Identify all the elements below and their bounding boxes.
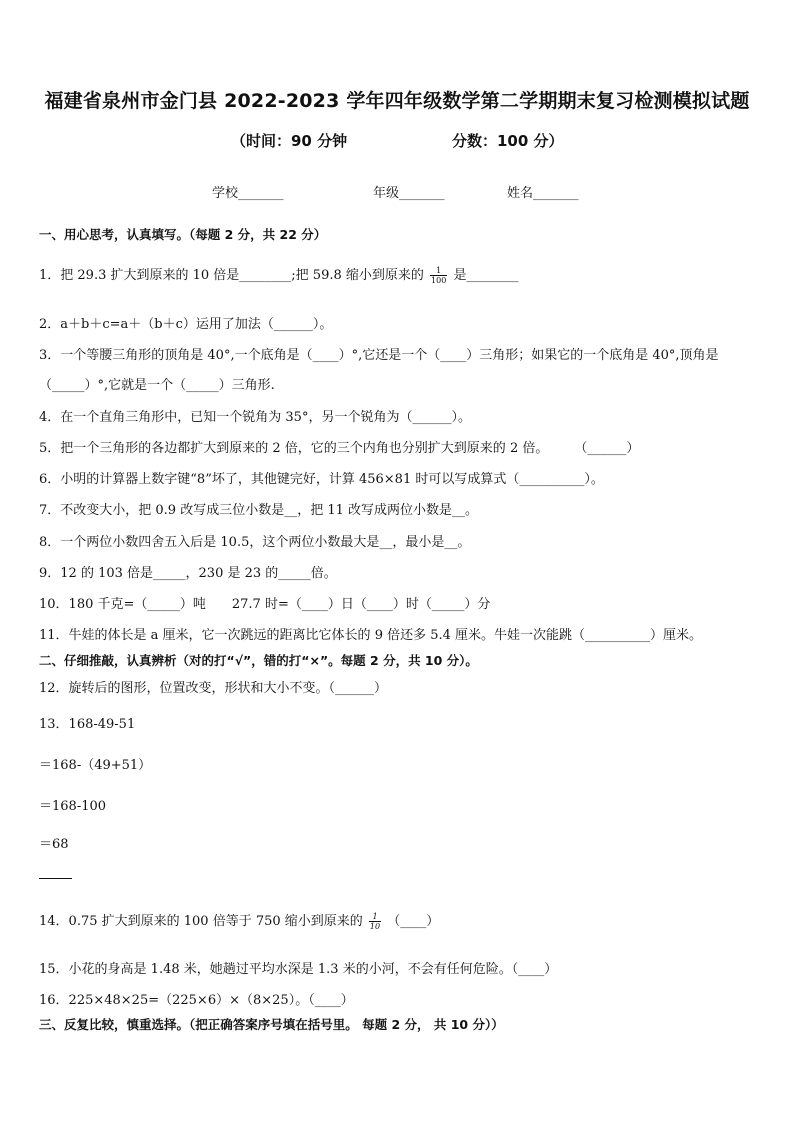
fraction-denominator: 10 [369, 922, 381, 931]
question-14 [39, 910, 439, 931]
question-7: 7．不改变大小，把 0.9 改写成三位小数是__，把 11 改写成两位小数是__。 [39, 503, 479, 518]
question-9: 9．12 的 103 倍是_____，230 是 23 的_____倍。 [39, 566, 337, 581]
question-4: 4．在一个直角三角形中，已知一个锐角为 35°，另一个锐角为（______）。 [39, 410, 471, 425]
section-1-heading: 一、用心思考，认真填写。（每题 2 分，共 22 分） [39, 227, 327, 242]
question-13-answer-line [39, 878, 72, 879]
fraction-numerator: 1 [369, 912, 381, 922]
name-field: 姓名_______ [507, 186, 579, 201]
fraction-denominator: 100 [431, 276, 447, 285]
section-2-heading: 二、仔细推敲，认真辨析（对的打“√”，错的打“×”。每题 2 分，共 10 分）。 [39, 653, 478, 668]
question-8: 8．一个两位小数四舍五入后是 10.5，这个两位小数最大是__，最小是__。 [39, 535, 471, 550]
question-6: 6．小明的计算器上数字键“8”坏了，其他键完好，计算 456×81 时可以写成算式（__________）。 [39, 472, 604, 487]
question-13-line-3: ＝168-100 [39, 799, 107, 814]
fraction-one-hundredth [430, 266, 447, 285]
exam-time: （时间：90 分钟 [231, 132, 348, 150]
fraction-one-tenth [369, 912, 381, 931]
question-2: 2．a＋b＋c=a＋（b＋c）运用了加法（______）。 [39, 317, 333, 332]
grade-field: 年级_______ [373, 186, 445, 201]
question-1 [39, 264, 518, 285]
question-1-text-a: 1．把 29.3 扩大到原来的 10 倍是________;把 59.8 缩小到原来的 [39, 268, 424, 283]
question-10: 10．180 千克=（_____）吨 27.7 时=（____）日（____）时（_____）分 [39, 597, 491, 612]
question-3-line-1: 3．一个等腰三角形的顶角是 40°,一个底角是（____）°,它还是一个（____）三角形；如果它的一个底角是 40°,顶角是 [39, 348, 719, 363]
question-5: 5．把一个三角形的各边都扩大到原来的 2 倍，它的三个内角也分别扩大到原来的 2 倍。 （______） [39, 441, 640, 456]
question-13-line-2: ＝168-（49+51） [39, 758, 152, 773]
question-12: 12．旋转后的图形，位置改变，形状和大小不变。（______） [39, 681, 388, 696]
school-field: 学校_______ [212, 186, 284, 201]
question-14-text-b: （____） [387, 914, 440, 929]
question-13-line-4: ＝68 [39, 837, 69, 852]
question-11: 11．牛娃的体长是 a 厘米，它一次跳远的距离比它体长的 9 倍还多 5.4 厘米。牛娃一次能跳（__________）厘米。 [39, 628, 703, 643]
exam-score: 分数：100 分） [452, 132, 564, 150]
question-15: 15．小花的身高是 1.48 米，她趟过平均水深是 1.3 米的小河，不会有任何危险。（____） [39, 962, 558, 977]
question-3-line-2: （_____）°,它就是一个（_____）三角形. [39, 378, 275, 393]
fraction-numerator: 1 [430, 266, 447, 276]
question-16: 16．225×48×25=（225×6）×（8×25）。（____） [39, 993, 354, 1008]
question-13-line-1: 13．168-49-51 [39, 717, 136, 732]
question-1-text-b: 是________ [453, 268, 519, 283]
page-title: 福建省泉州市金门县 2022-2023 学年四年级数学第二学期期末复习检测模拟试题 [44, 90, 750, 112]
question-14-text-a: 14．0.75 扩大到原来的 100 倍等于 750 缩小到原来的 [39, 914, 363, 929]
section-3-heading: 三、反复比较，慎重选择。（把正确答案序号填在括号里。 每题 2 分， 共 10 分）） [39, 1017, 504, 1032]
